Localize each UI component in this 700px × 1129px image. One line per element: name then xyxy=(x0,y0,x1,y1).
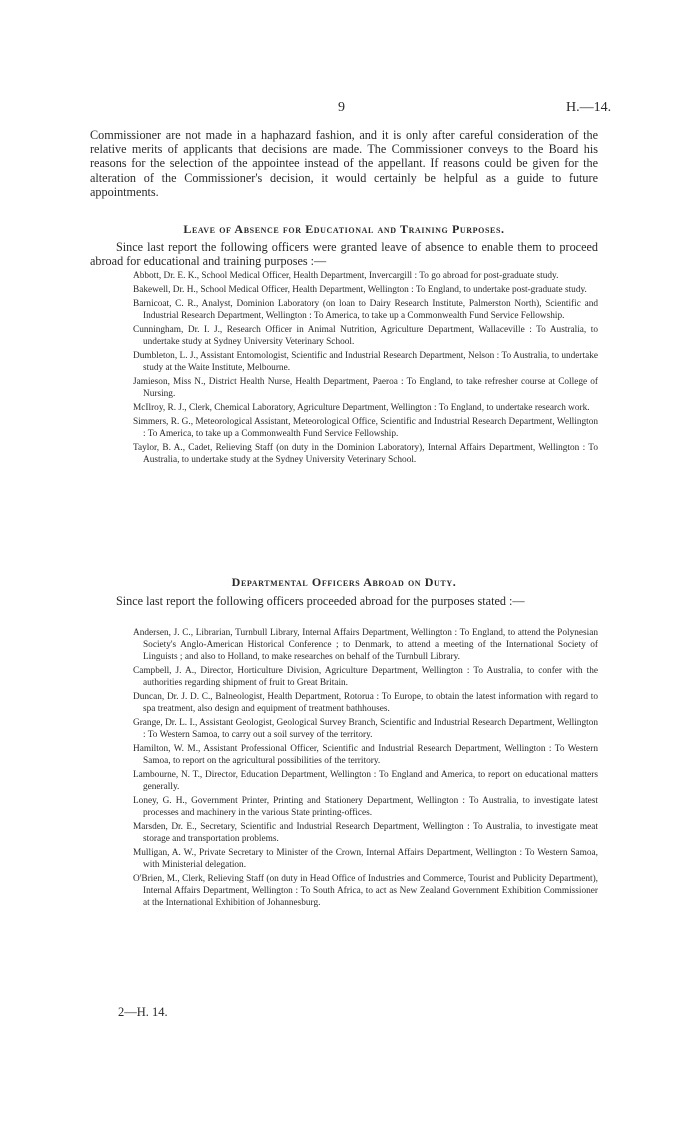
intro-paragraph: Commissioner are not made in a haphazard fashion, and it is only after careful consideration of the relative merits of applicants that decisions are made. The Commissioner conveys to the Board his reasons for the selection of the appointee instead of the appellant. If reasons could be given for the alteration of the Commissioner's decision, it would certainly be helpful as a guide to future appointments. xyxy=(90,128,598,199)
list-item: Marsden, Dr. E., Secretary, Scientific and Industrial Research Department, Wellington : To Australia, to investigate meat storage and transportation problems. xyxy=(133,821,598,844)
list-item: Campbell, J. A., Director, Horticulture Division, Agriculture Department, Wellington : To Australia, to confer with the authorities regarding shipment of fruit to Great Britain. xyxy=(133,665,598,688)
list-item: McIlroy, R. J., Clerk, Chemical Laboratory, Agriculture Department, Wellington : To England, to undertake research work. xyxy=(133,403,590,414)
list-item: Barnicoat, C. R., Analyst, Dominion Laboratory (on loan to Dairy Research Institute, Palmerston North), Scientific and Industrial Research Department, Wellington : To America, to take up a Commonwealth Fund Service Fellowship. xyxy=(133,299,598,322)
section-heading-officers-abroad: Departmental Officers Abroad on Duty. xyxy=(231,575,457,589)
list-item: Grange, Dr. L. I., Assistant Geologist, Geological Survey Branch, Scientific and Industrial Research Department, Wellington : To Western Samoa, to carry out a soil survey of the territory. xyxy=(133,717,598,740)
list-item: Simmers, R. G., Meteorological Assistant, Meteorological Office, Scientific and Industrial Research Department, Wellington : To America, to take up a Commonwealth Fund Service Fellowship. xyxy=(133,417,598,440)
list-item: Cunningham, Dr. I. J., Research Officer in Animal Nutrition, Agriculture Department, Wallaceville : To Australia, to undertake study at Sydney University Veterinary School. xyxy=(133,325,598,348)
list-item: Mulligan, A. W., Private Secretary to Minister of the Crown, Internal Affairs Department, Wellington : To Western Samoa, with Ministerial delegation. xyxy=(133,847,598,870)
section-lead-officers-abroad: Since last report the following officers proceeded abroad for the purposes stated :— xyxy=(116,594,525,608)
list-item: Andersen, J. C., Librarian, Turnbull Library, Internal Affairs Department, Wellington : To England, to attend the Polynesian Society's Anglo-American Historical Conference ; to Denmark, to attend a meeting of the International Society of Linguists ; and also to Holland, to make researches on behalf of the Turnbull Library. xyxy=(133,628,598,662)
page-number: 9 xyxy=(338,100,345,115)
section-lead-leave-of-absence: Since last report the following officers were granted leave of absence to enable them to proceed abroad for educational and training purposes :— xyxy=(90,240,598,268)
list-item: Lambourne, N. T., Director, Education Department, Wellington : To England and America, to report on educational matters generally. xyxy=(133,769,598,792)
list-item: Bakewell, Dr. H., School Medical Officer, Health Department, Wellington : To England, to undertake post-graduate study. xyxy=(133,285,587,296)
list-item: Loney, G. H., Government Printer, Printing and Stationery Department, Wellington : To Australia, to investigate latest processes and machinery in the various State printing-offices. xyxy=(133,795,598,818)
footer-signature: 2—H. 14. xyxy=(118,1005,168,1019)
officers-abroad-list xyxy=(133,628,598,912)
leave-of-absence-list xyxy=(133,271,598,469)
document-reference: H.—14. xyxy=(566,100,612,115)
section-heading-leave-of-absence: Leave of Absence for Educational and Training Purposes. xyxy=(183,222,505,236)
list-item: Duncan, Dr. J. D. C., Balneologist, Health Department, Rotorua : To Europe, to obtain the latest information with regard to spa treatment, also design and equipment of treatment bathhouses. xyxy=(133,691,598,714)
list-item: Taylor, B. A., Cadet, Relieving Staff (on duty in the Dominion Laboratory), Internal Affairs Department, Wellington : To Australia, to undertake study at the Sydney University Veterinary School. xyxy=(133,443,598,466)
list-item: O'Brien, M., Clerk, Relieving Staff (on duty in Head Office of Industries and Commerce, Tourist and Publicity Department), Internal Affairs Department, Wellington : To South Africa, to act as New Zealand Government Exhibition Commissioner at the International Exhibition of Johannesburg. xyxy=(133,873,598,908)
list-item: Dumbleton, L. J., Assistant Entomologist, Scientific and Industrial Research Department, Nelson : To Australia, to undertake study at the Waite Institute, Melbourne. xyxy=(133,351,598,374)
list-item: Jamieson, Miss N., District Health Nurse, Health Department, Paeroa : To England, to take refresher course at College of Nursing. xyxy=(133,377,598,400)
list-item: Abbott, Dr. E. K., School Medical Officer, Health Department, Invercargill : To go abroad for post-graduate study. xyxy=(133,271,559,281)
list-item: Hamilton, W. M., Assistant Professional Officer, Scientific and Industrial Research Department, Wellington : To Western Samoa, to report on the agricultural possibilities of the territory. xyxy=(133,743,598,766)
